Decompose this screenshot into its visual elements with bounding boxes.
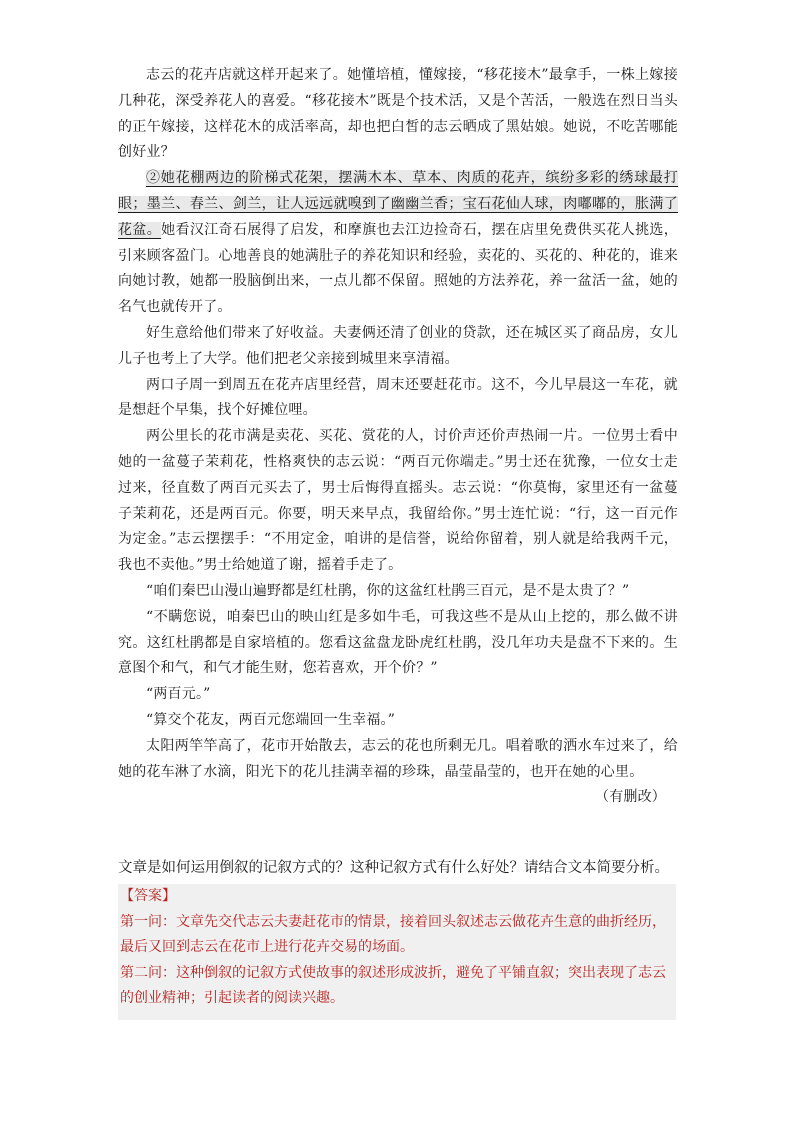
paragraph: 太阳两竿竿高了，花市开始散去，志云的花也所剩无几。唱着歌的洒水车过来了，给她的花车淋了水滴，阳光下的花儿挂满幸福的珍珠，晶莹晶莹的，也开在她的心里。 xyxy=(118,737,678,780)
answer-line: 第一问：文章先交代志云夫妻赶花市的情景，接着回头叙述志云做花卉生意的曲折经历，最后又回到志云在花市上进行花卉交易的场面。 xyxy=(120,913,666,955)
dialogue-line: “不瞒您说，咱秦巴山的映山红是多如牛毛，可我这些不是从山上挖的，那么做不讲究。这红杜鹃都是自家培植的。您看这盆盘龙卧虎红杜鹃，没几年功夫是盘不下来的。生意图个和气，和气才能生财，您若喜欢，开个价？” xyxy=(118,608,678,677)
dialogue-line: “两百元。” xyxy=(146,686,211,703)
paragraph: 两公里长的花市满是卖花、买花、赏花的人，讨价声还价声热闹一片。一位男士看中她的一盆蔓子茉莉花，性格爽快的志云说：“两百元你端走。”男士还在犹豫，一位女士走过来，径直数了两百元买去了，男士后悔得直摇头。志云说：“你莫悔，家里还有一盆蔓子茉莉花，还是两百元。你要，明天来早点，我留给你。”男士连忙说：“行，这一百元作为定金。”志云摆摆手：“不用定金，咱讲的是信誉，说给你留着，别人就是给我两千元，我也不卖他。”男士给她道了谢，摇着手走了。 xyxy=(118,428,678,574)
answer-line: 第二问：这种倒叙的记叙方式使故事的叙述形成波折，避免了平铺直叙；突出表现了志云的创业精神；引起读者的阅读兴趣。 xyxy=(120,964,666,1006)
paragraph xyxy=(118,166,678,321)
answer-box xyxy=(118,884,676,1020)
paragraph: 志云的花卉店就这样开起来了。她懂培植，懂嫁接，“移花接木”最拿手，一株上嫁接几种花，深受养花人的喜爱。“移花接木”既是个技术活，又是个苦活，一般选在烈日当头的正午嫁接，这样花木的成活率高，却也把白皙的志云晒成了黑姑娘。她说，不吃苦哪能创好业？ xyxy=(118,67,678,161)
edit-note: （有删改） xyxy=(595,789,666,806)
paragraph-continuation: 她看汉江奇石展得了启发，和摩旗也去江边捡奇石，摆在店里免费供买花人挑选，引来顾客盈门。心地善良的她满肚子的养花知识和经验，卖花的、买花的、种花的，谁来向她讨教，她都一股脑倒出来，一点儿都不保留。照她的方法养花，养一盆活一盆，她的名气也就传开了。 xyxy=(118,221,678,316)
answer-label: 【答案】 xyxy=(120,888,176,904)
paragraph: 好生意给他们带来了好收益。夫妻俩还清了创业的贷款，还在城区买了商品房，女儿儿子也考上了大学。他们把老父亲接到城里来享清福。 xyxy=(118,324,678,367)
question-text: 文章是如何运用倒叙的记叙方式的？这种记叙方式有什么好处？请结合文本简要分析。 xyxy=(118,860,669,876)
paragraph: 两口子周一到周五在花卉店里经营，周末还要赶花市。这不，今儿早晨这一车花，就是想赶个早集，找个好摊位哩。 xyxy=(118,376,678,419)
dialogue-line: “咱们秦巴山漫山遍野都是红杜鹃，你的这盆红杜鹃三百元，是不是太贵了？” xyxy=(146,582,630,599)
underlined-highlighted-sentence: ②她花棚两边的阶梯式花架，摆满木本、草本、肉质的花卉，缤纷多彩的绣球最打眼；墨兰、春兰、剑兰，让人远远就嗅到了幽幽兰香；宝石花仙人球，肉嘟嘟的，胀满了花盆。 xyxy=(118,170,678,238)
dialogue-line: “算交个花友，两百元您端回一生幸福。” xyxy=(146,711,396,728)
story-text xyxy=(118,63,678,811)
